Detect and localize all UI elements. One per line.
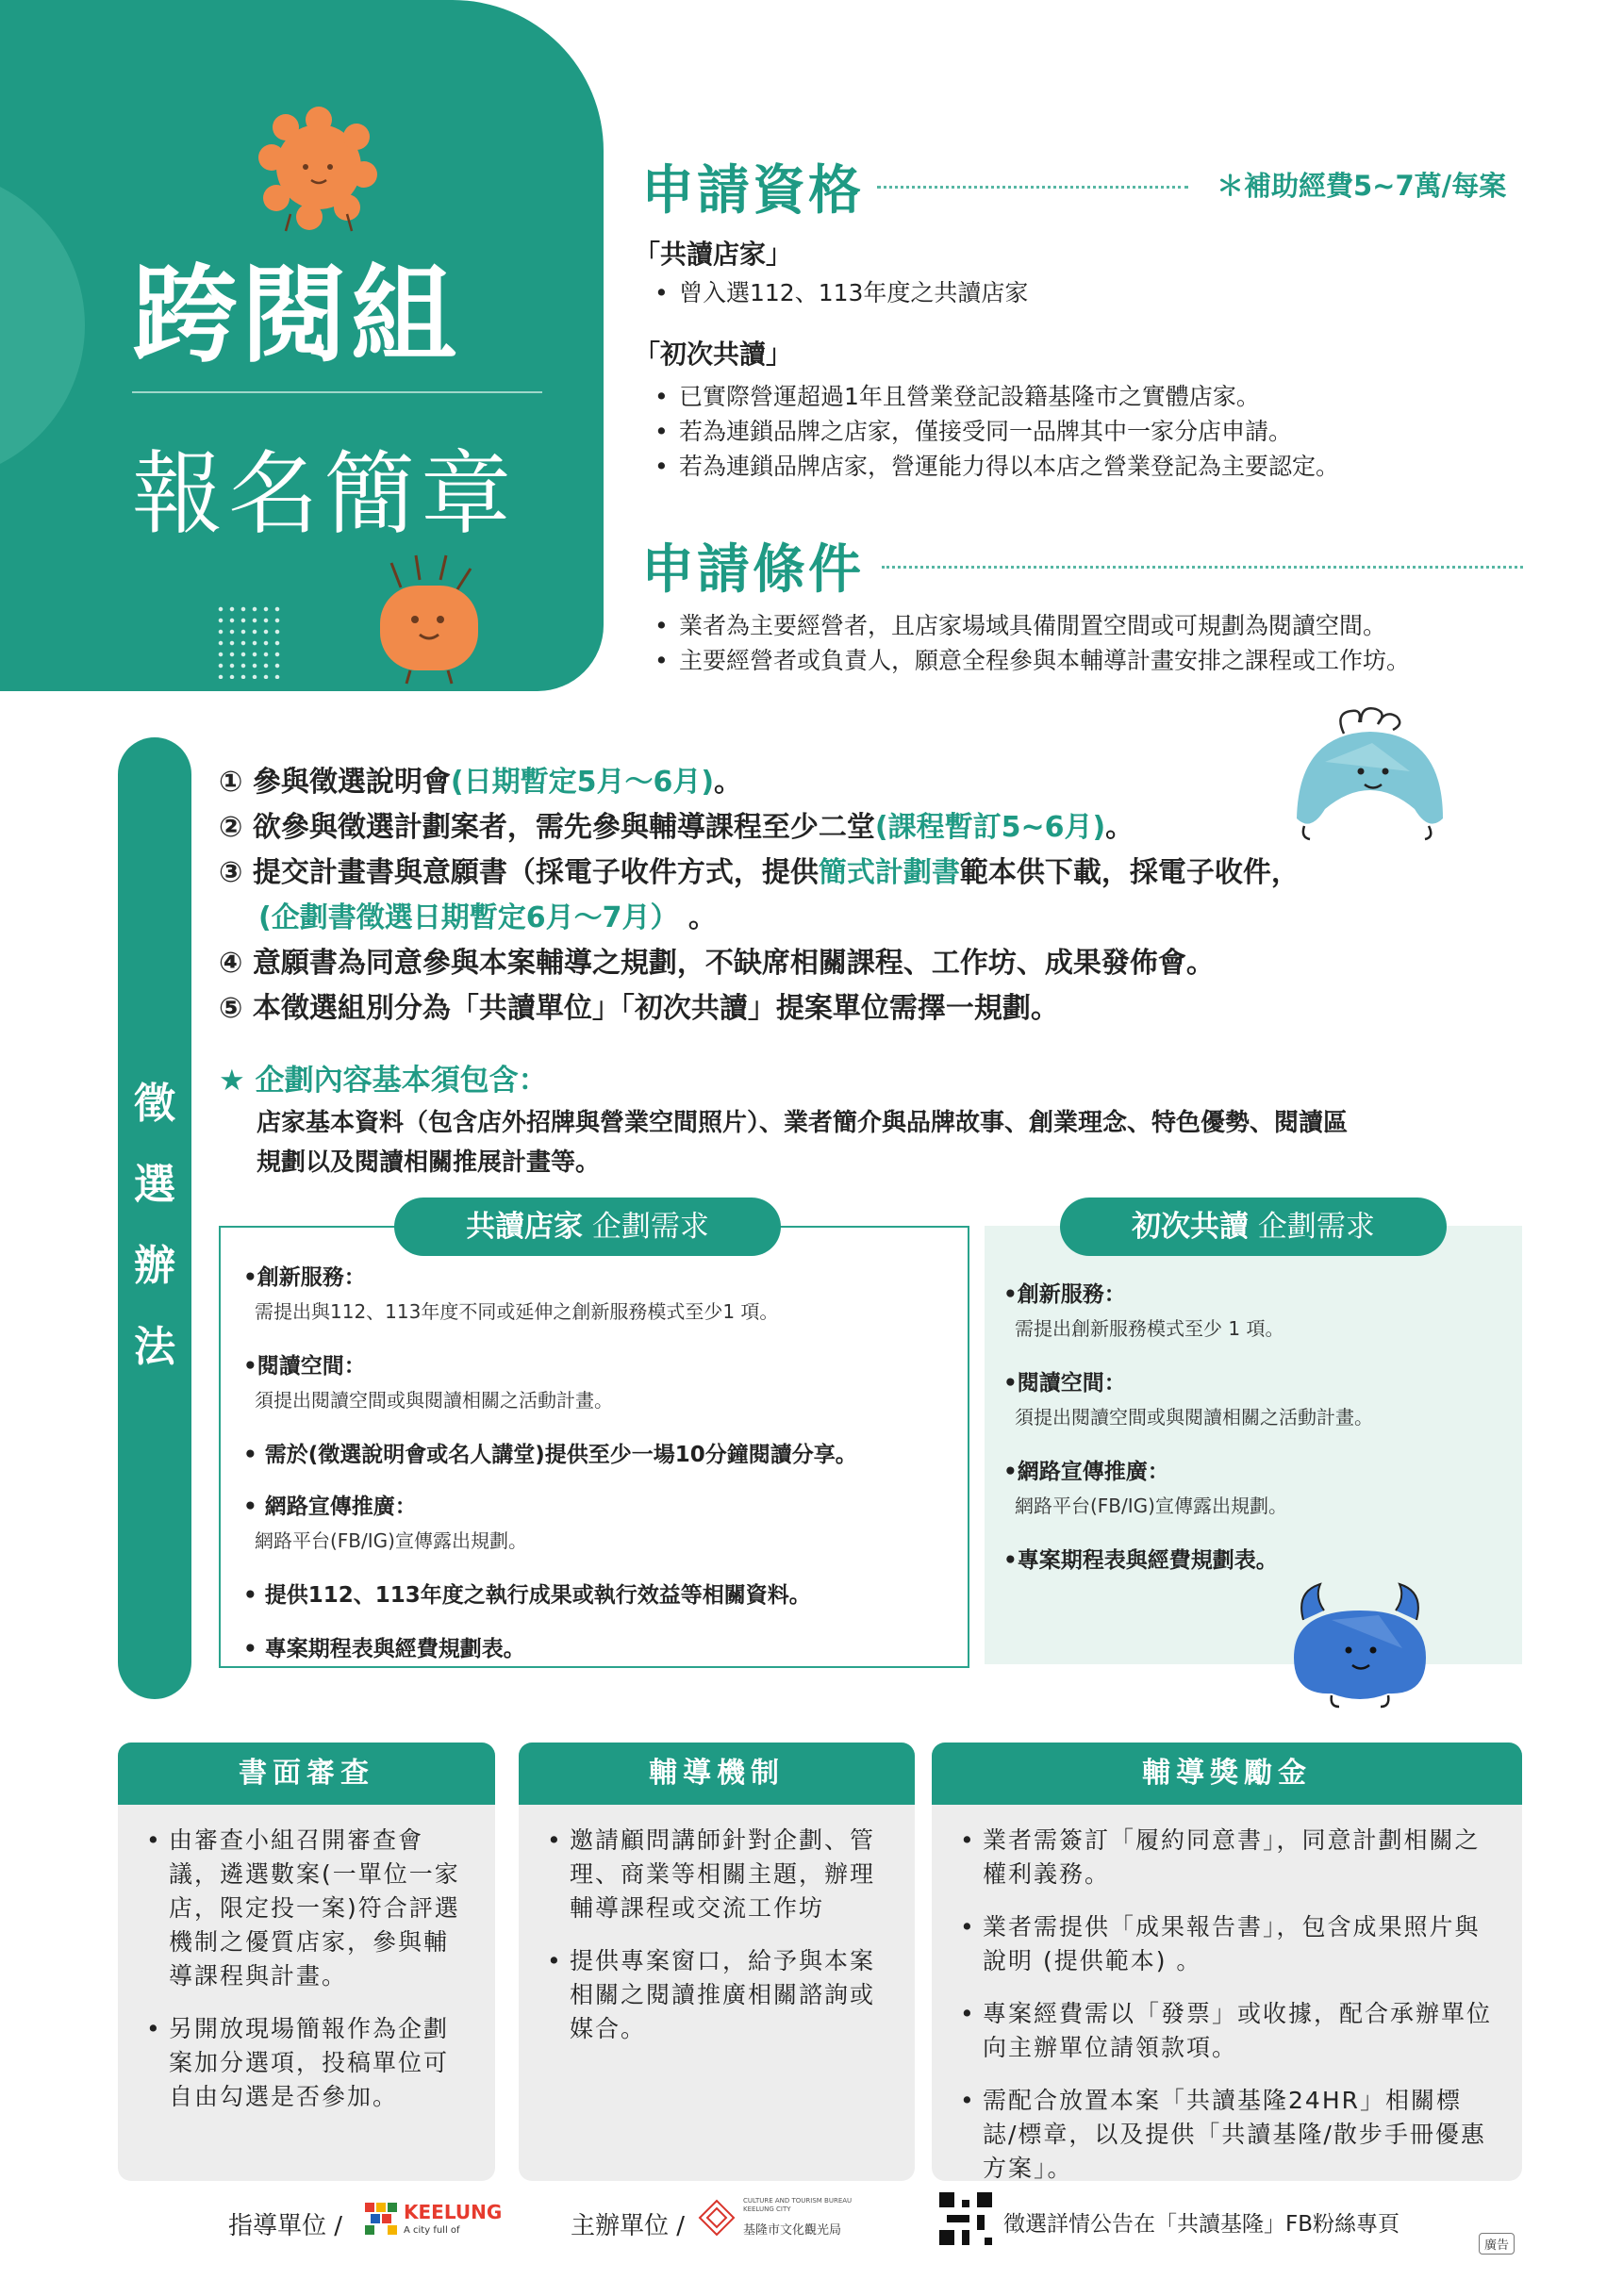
culture-bureau-logo-icon [696, 2197, 737, 2238]
dotted-rule [877, 186, 1188, 189]
box-b-t2: 須提出閱讀空間或與閱讀相關之活動計畫。 [1015, 1406, 1373, 1429]
tab-char: 法 [134, 1323, 175, 1371]
dotted-rule [882, 566, 1523, 569]
guide-label: 指導單位 / [228, 2212, 343, 2240]
panel-list [932, 1805, 1522, 2181]
panel-written-review [118, 1743, 495, 2181]
step-4: ④ 意願書為同意參與本案輔導之規劃，不缺席相關課程、工作坊、成果發佈會。 [219, 947, 1215, 980]
box-a-t1: 需提出與112、113年度不同或延伸之創新服務模式至少1 項。 [255, 1300, 779, 1323]
dot-pattern [215, 603, 281, 679]
box-a-t4: 網路平台(FB/IG)宣傳露出規劃。 [255, 1529, 527, 1552]
box-a-h1: •創新服務： [243, 1265, 366, 1290]
step-1: ① 參與徵選說明會(日期暫定5月～6月)。 [219, 766, 743, 799]
keelung-logo-icon [363, 2199, 399, 2237]
keelung-logo-sub: A city full of [404, 2225, 460, 2236]
group1-list [641, 275, 1565, 310]
panel-title: 書面審查 [118, 1743, 495, 1805]
step-2: ② 欲參與徵選計劃案者，需先參與輔導課程至少二堂(課程暫訂5~6月)。 [219, 811, 1134, 844]
group1-label: 「共讀店家」 [634, 239, 793, 270]
fb-notice: 徵選詳情公告在「共讀基隆」FB粉絲專頁 [1003, 2212, 1400, 2237]
conditions-heading: 申請條件 [641, 539, 864, 601]
host-label: 主辦單位 / [571, 2212, 686, 2240]
panel-reward [932, 1743, 1522, 2181]
hero-title: 跨閱組 [132, 255, 460, 377]
box-b-t3: 網路平台(FB/IG)宣傳露出規劃。 [1015, 1495, 1287, 1517]
list-item: • 邀請顧問講師針對企劃、管理、商業等相關主題，辦理輔導課程或交流工作坊 [545, 1824, 886, 1925]
step-3: ③ 提交計畫書與意願書（採電子收件方式，提供簡式計劃書範本供下載，採電子收件， [219, 856, 1300, 889]
box-shared-store [219, 1226, 969, 1668]
subsidy-note: ＊補助經費5~7萬/每案 [1217, 170, 1507, 202]
box-b-h2: •閱讀空間： [1003, 1371, 1126, 1396]
culture-bureau-en: CULTURE AND TOURISM BUREAU KEELUNG CITY [743, 2197, 853, 2213]
box-b-h4: •專案期程表與經費規劃表。 [1003, 1548, 1278, 1573]
box-b-h3: •網路宣傳推廣： [1003, 1460, 1169, 1484]
conditions-list [641, 608, 1594, 678]
hero-panel [0, 0, 604, 691]
box-b-h1: •創新服務： [1003, 1282, 1126, 1307]
box-b-pill: 初次共讀 企劃需求 [1060, 1198, 1447, 1256]
panel-title: 輔導獎勵金 [932, 1743, 1522, 1805]
orange-mascot-icon [253, 99, 385, 236]
tab-char: 徵 [134, 1080, 175, 1128]
tab-char: 選 [134, 1161, 175, 1209]
tab-char: 辦 [134, 1242, 175, 1290]
list-item: • 業者為主要經營者，且店家場域具備閒置空間或可規劃為閱讀空間。 [641, 608, 1594, 643]
qualification-heading: 申請資格 [641, 160, 864, 222]
orange-mascot-small-icon [363, 552, 495, 688]
group2-label: 「初次共讀」 [634, 339, 793, 370]
qr-code-icon[interactable] [939, 2192, 992, 2245]
box-a-h5: • 提供112、113年度之執行成果或執行效益等相關資料。 [243, 1583, 811, 1608]
box-b-t1: 需提出創新服務模式至少 1 項。 [1015, 1317, 1284, 1340]
list-item: • 業者需簽訂「履約同意書」，同意計劃相關之權利義務。 [958, 1824, 1494, 1891]
must-include-text: 店家基本資料（包含店外招牌與營業空間照片）、業者簡介與品牌故事、創業理念、特色優勢、閱讀區 規劃以及閱讀相關推展計畫等。 [257, 1109, 1349, 1177]
box-a-h2: •閱讀空間： [243, 1354, 366, 1379]
list-item: • 由審查小組召開審查會議，遴選數案(一單位一家店，限定投一案)符合評選機制之優質店家，參與輔導課程與計畫。 [144, 1824, 467, 1993]
panel-list [519, 1805, 915, 2046]
blue-monster-icon [1275, 1573, 1445, 1714]
decor-circle [0, 170, 85, 481]
hero-divider [132, 391, 542, 393]
step-3-cont: (企劃書徵選日期暫定6月～7月） 。 [258, 901, 717, 934]
panel-list [118, 1805, 495, 2114]
list-item: • 若為連鎖品牌店家，營運能力得以本店之營業登記為主要認定。 [641, 449, 1584, 484]
box-a-h3: • 需於(徵選說明會或名人講堂)提供至少一場10分鐘閱讀分享。 [243, 1443, 857, 1467]
group2-list [641, 379, 1584, 484]
box-a-pill: 共讀店家 企劃需求 [394, 1198, 781, 1256]
list-item: • 曾入選112、113年度之共讀店家 [641, 275, 1565, 310]
panel-coaching [519, 1743, 915, 2181]
culture-bureau-zh: 基隆市文化觀光局 [743, 2223, 842, 2238]
step-5: ⑤ 本徵選組別分為「共讀單位」「初次共讀」提案單位需擇一規劃。 [219, 992, 1059, 1025]
list-item: • 已實際營運超過1年且營業登記設籍基隆市之實體店家。 [641, 379, 1584, 414]
box-a-h4: • 網路宣傳推廣： [243, 1495, 417, 1519]
list-item: • 提供專案窗口，給予與本案相關之閱讀推廣相關諮詢或媒合。 [545, 1944, 886, 2046]
list-item: • 專案經費需以「發票」或收據，配合承辦單位向主辦單位請領款項。 [958, 1997, 1494, 2065]
keelung-logo-text: KEELUNG [404, 2201, 503, 2223]
list-item: • 主要經營者或負責人，願意全程參與本輔導計畫安排之課程或工作坊。 [641, 643, 1594, 678]
list-item: • 另開放現場簡報作為企劃案加分選項，投稿單位可自由勾選是否參加。 [144, 2012, 467, 2114]
box-a-t2: 須提出閱讀空間或與閱讀相關之活動計畫。 [255, 1389, 613, 1412]
selection-tab [118, 737, 191, 1699]
box-a-h6: • 專案期程表與經費規劃表。 [243, 1637, 525, 1661]
list-item: • 若為連鎖品牌之店家，僅接受同一品牌其中一家分店申請。 [641, 414, 1584, 449]
selection-steps [219, 760, 1520, 1032]
list-item: • 需配合放置本案「共讀基隆24HR」相關標誌/標章，以及提供「共讀基隆/散步手冊優惠方案」。 [958, 2084, 1494, 2181]
must-include-heading: ★ 企劃內容基本須包含： [219, 1064, 548, 1098]
panel-title: 輔導機制 [519, 1743, 915, 1805]
hero-subtitle: 報名簡章 [132, 441, 517, 547]
ad-badge: 廣告 [1479, 2233, 1515, 2255]
list-item: • 業者需提供「成果報告書」，包含成果照片與說明 (提供範本) 。 [958, 1910, 1494, 1978]
